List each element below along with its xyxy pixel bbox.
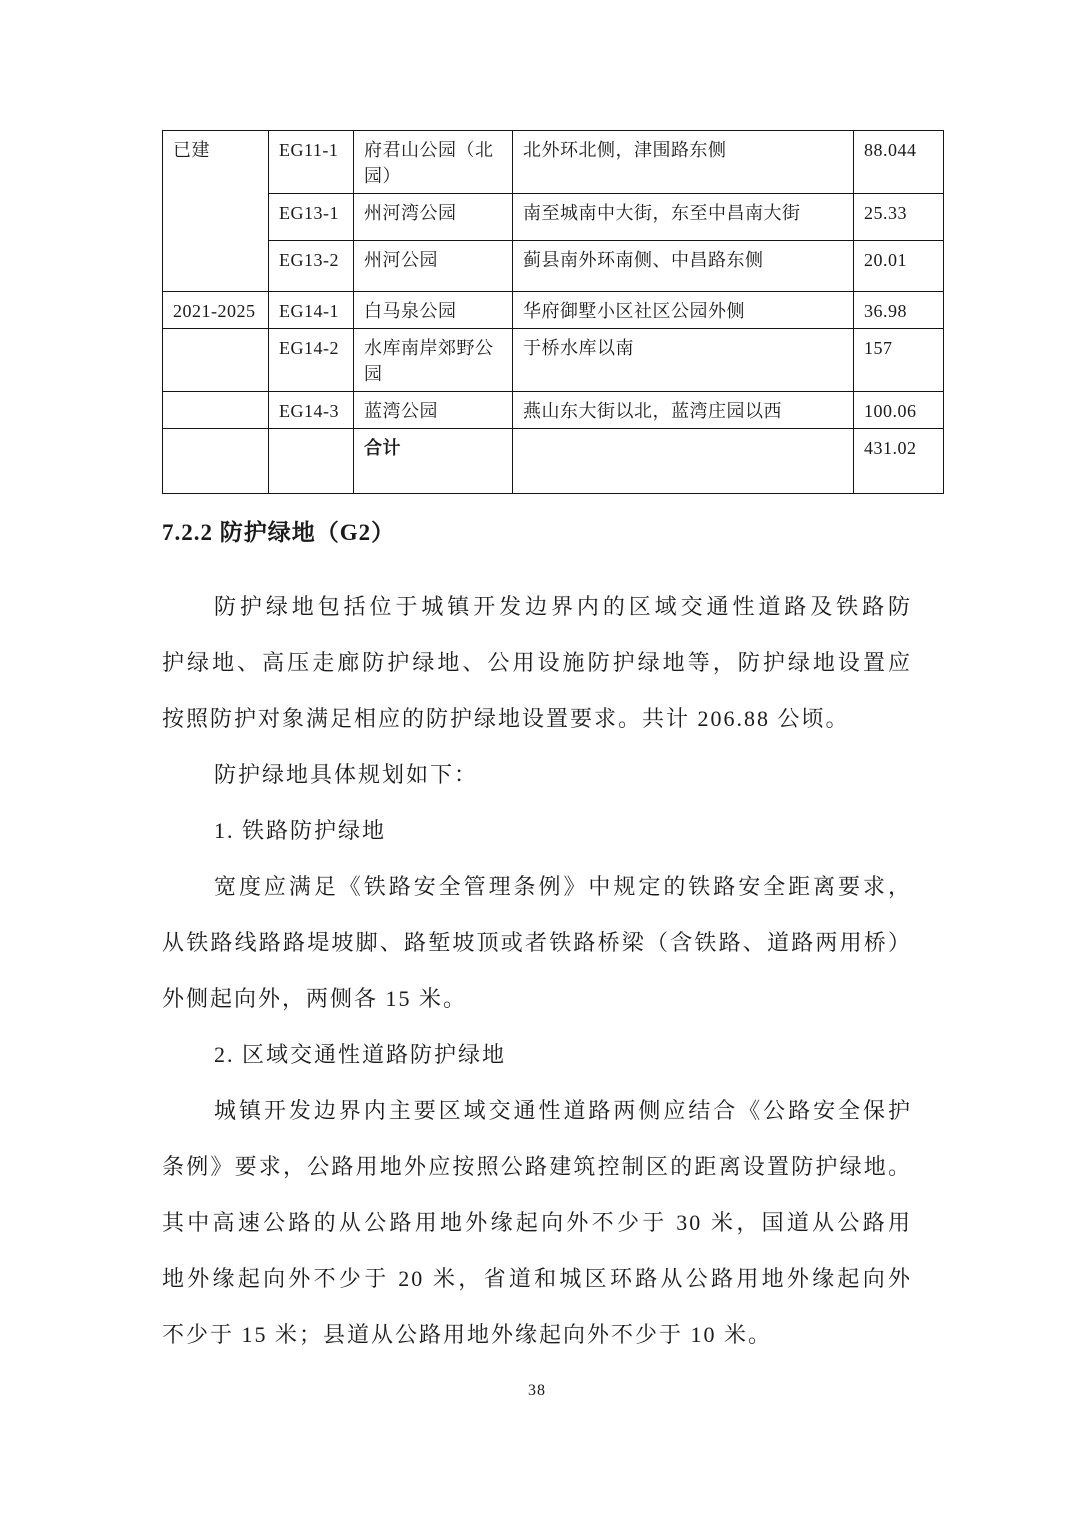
body-line: 外侧起向外，两侧各 15 米。	[162, 986, 468, 1011]
cell-area: 20.01	[854, 241, 944, 292]
cell-code: EG14-3	[269, 392, 354, 429]
table-row	[163, 194, 944, 241]
green-space-table	[162, 130, 944, 494]
cell-period	[163, 329, 269, 392]
table-total-row	[163, 429, 944, 494]
cell-name: 州河湾公园	[354, 194, 513, 241]
table-row	[163, 131, 944, 194]
body-line: 2. 区域交通性道路防护绿地	[214, 1042, 507, 1067]
body-line: 条例》要求，公路用地外应按照公路建筑控制区的距离设置防护绿地。	[162, 1154, 912, 1179]
cell-location: 燕山东大街以北，蓝湾庄园以西	[513, 392, 854, 429]
cell-area: 100.06	[854, 392, 944, 429]
cell-period	[163, 392, 269, 429]
body-line: 按照防护对象满足相应的防护绿地设置要求。共计 206.88 公顷。	[162, 706, 850, 731]
cell-code	[269, 429, 354, 494]
cell-period	[163, 429, 269, 494]
table-row	[163, 241, 944, 292]
body-line: 1. 铁路防护绿地	[214, 818, 387, 843]
cell-name: 水库南岸郊野公园	[354, 329, 513, 392]
cell-location: 北外环北侧，津围路东侧	[513, 131, 854, 194]
cell-location: 南至城南中大街，东至中昌南大街	[513, 194, 854, 241]
body-line: 不少于 15 米；县道从公路用地外缘起向外不少于 10 米。	[162, 1322, 773, 1347]
cell-location: 华府御墅小区社区公园外侧	[513, 292, 854, 329]
cell-location	[513, 429, 854, 494]
table-row	[163, 292, 944, 329]
body-line: 城镇开发边界内主要区域交通性道路两侧应结合《公路安全保护	[214, 1098, 912, 1123]
body-line: 地外缘起向外不少于 20 米，省道和城区环路从公路用地外缘起向外	[162, 1266, 912, 1291]
body-text	[162, 579, 912, 1363]
cell-location: 于桥水库以南	[513, 329, 854, 392]
cell-name: 府君山公园（北园）	[354, 131, 513, 194]
cell-period: 已建	[163, 131, 269, 292]
body-line: 从铁路线路路堤坡脚、路堑坡顶或者铁路桥梁（含铁路、道路两用桥）	[162, 930, 912, 955]
cell-location: 蓟县南外环南侧、中昌路东侧	[513, 241, 854, 292]
body-line: 其中高速公路的从公路用地外缘起向外不少于 30 米，国道从公路用	[162, 1210, 912, 1235]
cell-code: EG13-2	[269, 241, 354, 292]
cell-code: EG13-1	[269, 194, 354, 241]
table-row	[163, 392, 944, 429]
section-heading: 7.2.2 防护绿地（G2）	[162, 520, 396, 545]
body-line: 防护绿地包括位于城镇开发边界内的区域交通性道路及铁路防	[214, 594, 912, 619]
cell-area: 36.98	[854, 292, 944, 329]
page-number: 38	[528, 1382, 546, 1399]
cell-total-area: 431.02	[854, 429, 944, 494]
cell-name: 白马泉公园	[354, 292, 513, 329]
body-line: 护绿地、高压走廊防护绿地、公用设施防护绿地等，防护绿地设置应	[162, 650, 912, 675]
body-line: 防护绿地具体规划如下：	[214, 762, 479, 787]
cell-name: 州河公园	[354, 241, 513, 292]
cell-name: 蓝湾公园	[354, 392, 513, 429]
body-line: 宽度应满足《铁路安全管理条例》中规定的铁路安全距离要求，	[214, 874, 912, 899]
cell-area: 88.044	[854, 131, 944, 194]
cell-area: 157	[854, 329, 944, 392]
cell-period: 2021-2025	[163, 292, 269, 329]
cell-code: EG14-2	[269, 329, 354, 392]
table-row	[163, 329, 944, 392]
cell-total-label: 合计	[354, 429, 513, 494]
cell-area: 25.33	[854, 194, 944, 241]
cell-code: EG11-1	[269, 131, 354, 194]
cell-code: EG14-1	[269, 292, 354, 329]
